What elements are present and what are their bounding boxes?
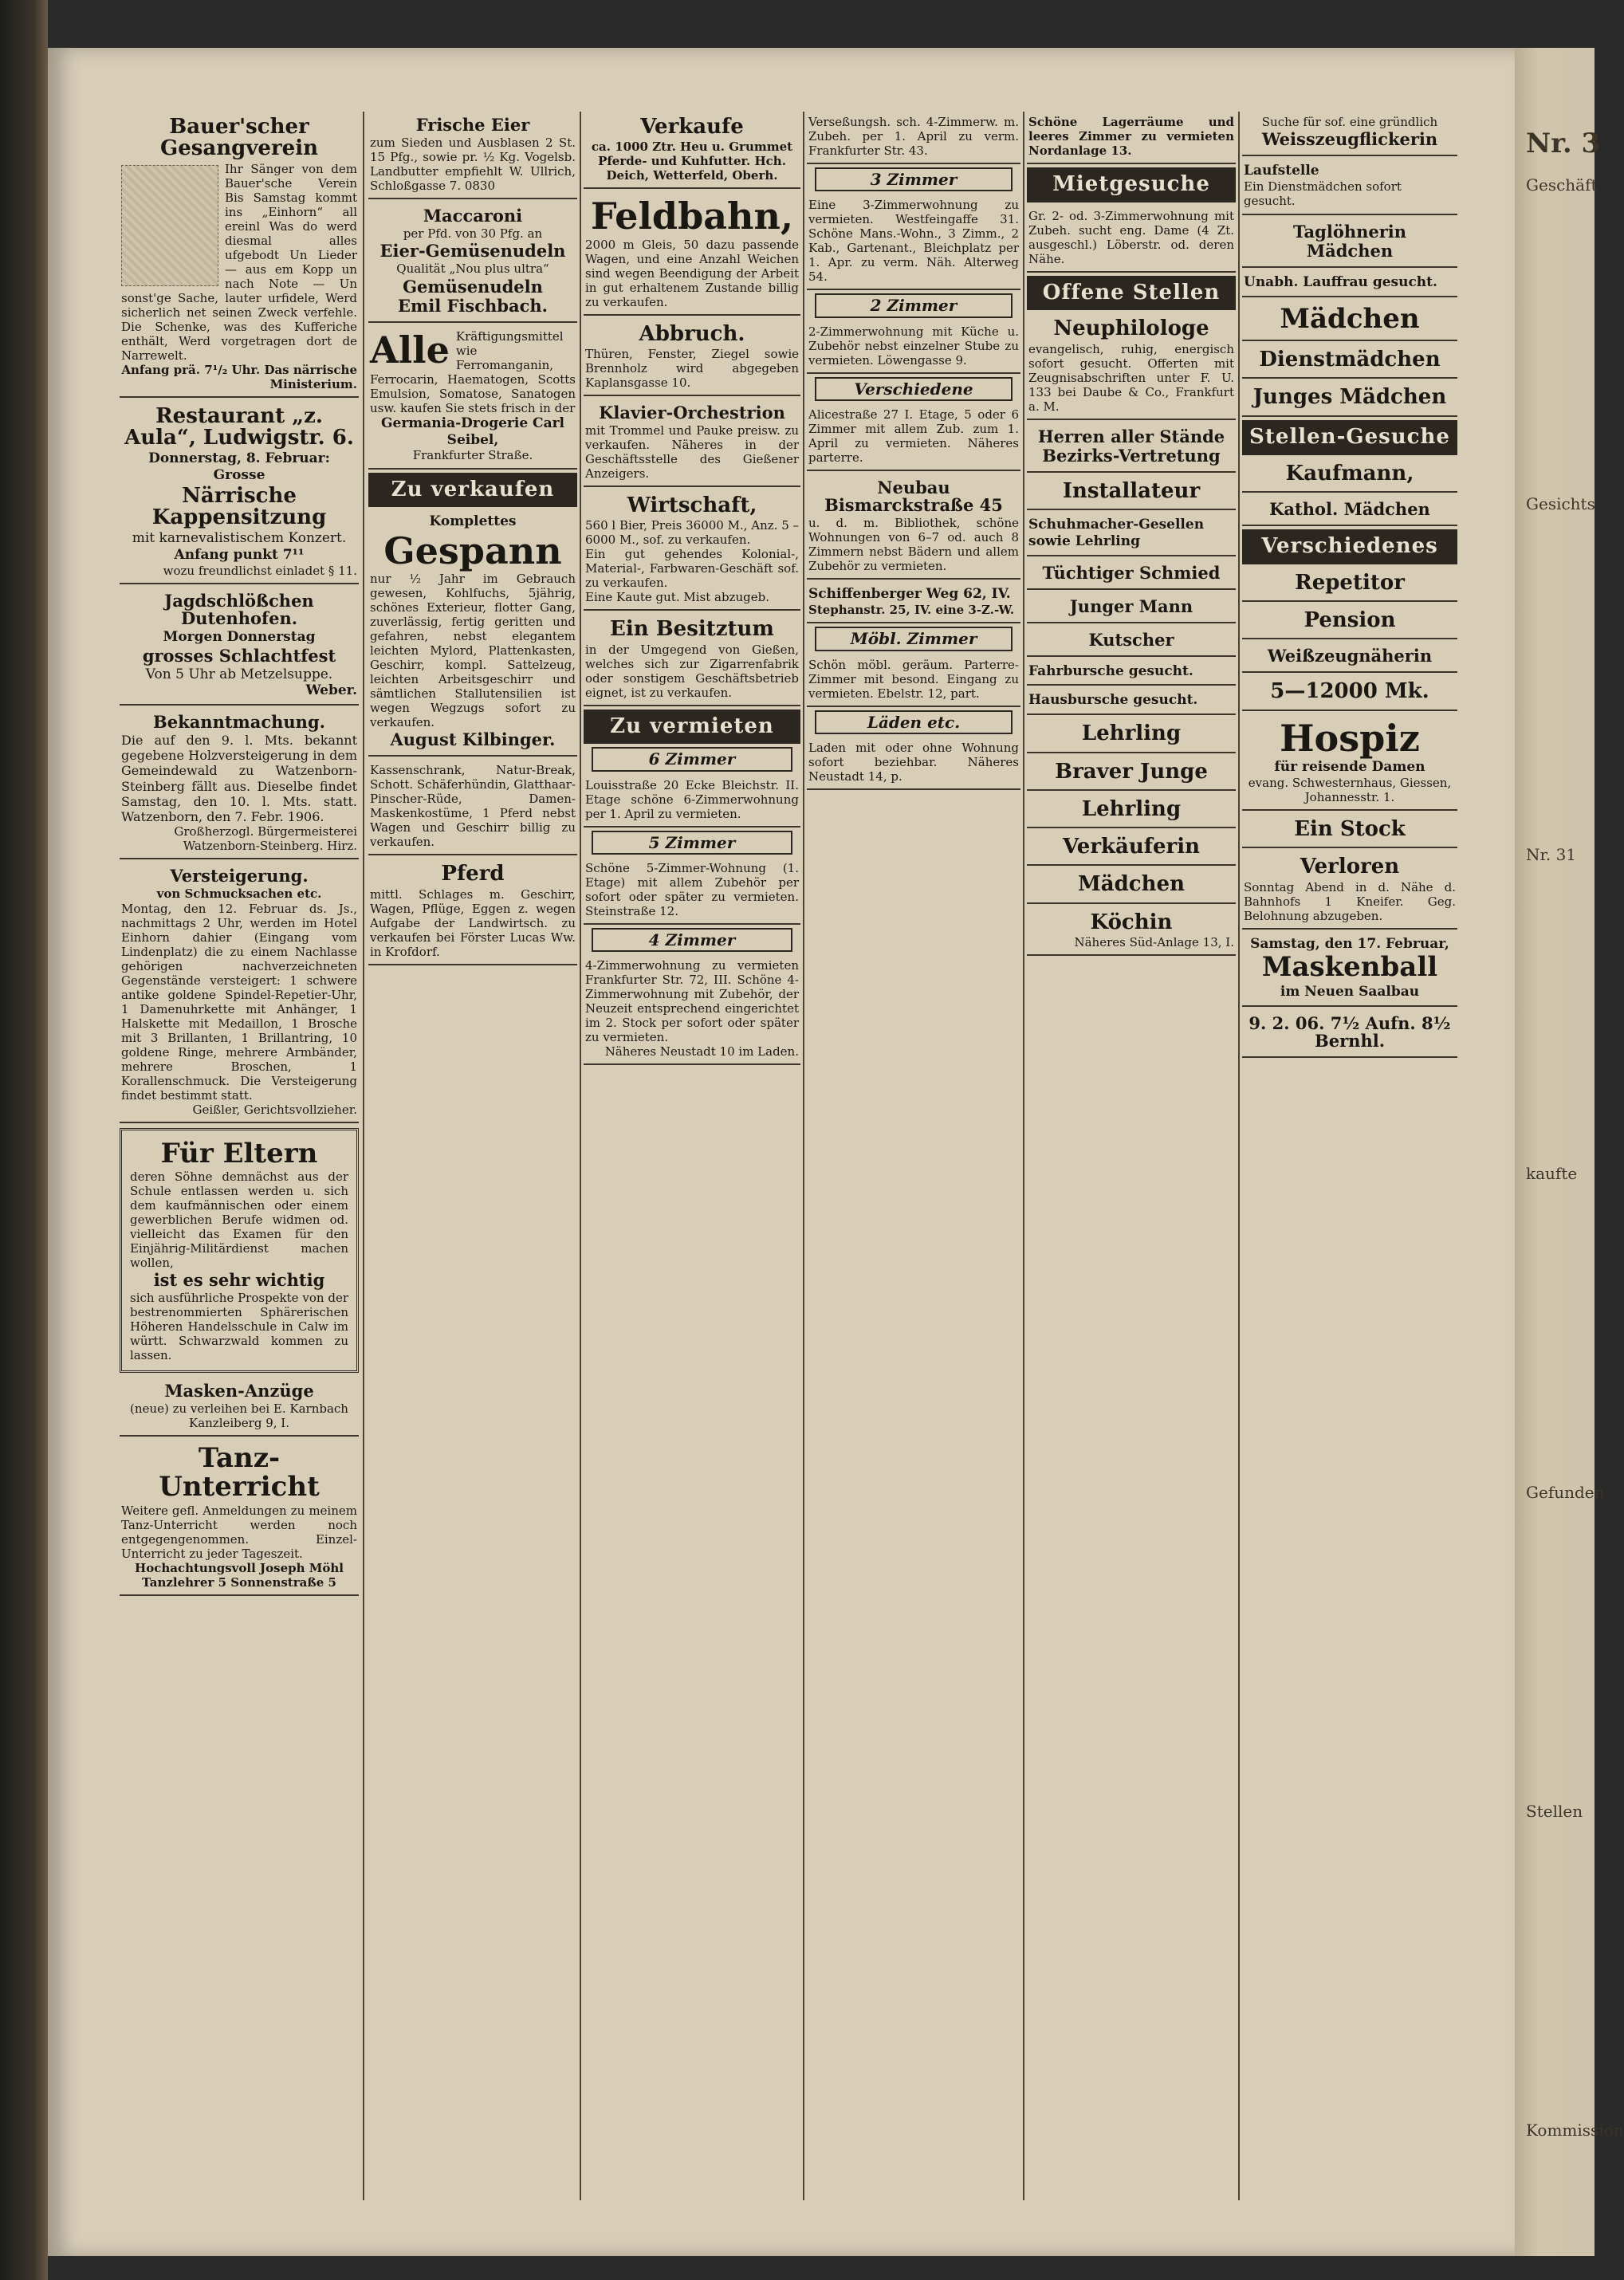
ad-title: Maskenball [1261, 951, 1438, 984]
facing-snippet: Kommission [1526, 2121, 1624, 2140]
listing-mietgesuch [1027, 206, 1236, 273]
ad-hausbursche [1027, 689, 1236, 715]
ad-subline: mit karnevalistischem Konzert. [132, 530, 347, 547]
ad-text: 560 l Bier, Preis 36000 M., Anz. 5 – 6000 M., sof. zu verkaufen. [585, 518, 800, 548]
column-rule [363, 112, 364, 2200]
ad-grosse: Grosse [213, 466, 265, 483]
ad-title: Ein Stock [1294, 817, 1406, 842]
listing-bismarckstrasse [807, 474, 1020, 580]
ad-junger-mann [1027, 593, 1236, 623]
ad-title: Junger Mann [1069, 596, 1193, 616]
ad-title: Alle [370, 328, 450, 371]
ad-title: Köchin [1090, 910, 1173, 934]
ad-text: Kräftigungsmittel wie Ferromanganin, Ferrocarin, Haematogen, Scotts Emulsion, Somatose, Sanatogen usw. kaufen Sie stets frisch in der [370, 328, 576, 415]
ad-title: Weisszeugflickerin [1261, 129, 1438, 150]
ad-signature: Großherzogl. Bürgermeisterei Watzenborn-Steinberg. Hirz. [174, 824, 357, 854]
listing-4-zimmer [584, 955, 800, 1065]
listing-3-zimmer [807, 195, 1020, 290]
ad-pre-title: Komplettes [429, 513, 517, 530]
ad-tagloehnerin [1242, 218, 1457, 268]
ad-text: 2000 m Gleis, 50 dazu passende Wagen, und eine Anzahl Weichen sind wegen Beendigung der Arbeit in gut erhaltenem Zustande billig zu verkaufen. [585, 237, 799, 309]
ad-title: Gespann [383, 529, 562, 573]
listing-text: Gr. 2- od. 3-Zimmerwohnung mit Zubeh. sucht eng. Dame (4 Zt. ausgeschl.) Löberstr. od. deren Nähe. [1028, 208, 1234, 266]
subsection-5-zimmer: 5 Zimmer [592, 831, 792, 855]
listing-verschiedene [807, 404, 1020, 471]
ad-signature: Emil Fischbach. [398, 295, 548, 316]
column-rule [580, 112, 581, 2200]
ad-text: Ihr Sänger von dem Bauer'sche Verein Bis Samstag kommt ins „Einhorn“ all ereinl Was do werd diesmal alles ufgebodt Un Lieder — aus em Kopp un nach Note — Un sonst'ge Sache, lauter urfidele, Werd sicherlich net seinen Zweck verfehle. Die Schenke, was des Kufferiche enthält, Werd vorgetragen dort de Narrewelt. [121, 161, 357, 363]
ad-title: Repetitor [1295, 570, 1405, 595]
ad-herren [1027, 423, 1236, 473]
ad-headline: Närrische Kappensitzung [151, 483, 327, 529]
ad-text-2: Ein gut gehendes Kolonial-, Material-, Farbwaren-Geschäft sof. zu verkaufen. [585, 547, 799, 591]
facing-snippet: Stellen [1526, 1802, 1583, 1821]
section-banner-stellen-gesuche: Stellen-Gesuche [1242, 420, 1457, 455]
section-banner-offene-stellen: Offene Stellen [1027, 276, 1236, 311]
ad-headline: ist es sehr wichtig [153, 1270, 325, 1291]
listing-text: Schön möbl. geräum. Parterre-Zimmer mit besond. Eingang zu vermieten. Ebelstr. 12, part. [808, 657, 1019, 701]
ad-subline: Von 5 Uhr ab Metzelsuppe. [145, 666, 333, 682]
ad-klavier-orchestrion [584, 399, 800, 487]
listing-text: u. d. m. Bibliothek, schöne Wohnungen von 6–7 od. auch 8 Zimmern nebst Bädern und allem Zubehör zu vermieten. [808, 516, 1019, 574]
ad-neuphilologe [1027, 313, 1236, 419]
ad-braver-junge [1027, 757, 1236, 791]
ad-text: Kassenschrank, Natur-Break, Schott. Schäferhündin, Glatthaar-Pinscher-Rüde, Damen-Maskenkostüme, 1 Pferd nebst Wagen und Geschirr billig zu verkaufen. [370, 763, 576, 850]
subsection-laeden: Läden etc. [815, 710, 1013, 734]
ad-signature: August Kilbinger. [390, 729, 556, 750]
ad-maedchen [1027, 869, 1236, 903]
ad-bottom-notice [1242, 1010, 1457, 1058]
ad-day: Morgen Donnerstag [163, 628, 316, 645]
ad-title: Klavier-Orchestrion [599, 402, 785, 423]
ad-title: Taglöhnerin [1292, 221, 1407, 242]
ad-tanz-unterricht [120, 1440, 359, 1595]
ad-gespann [368, 510, 577, 757]
ad-hospiz [1242, 714, 1457, 812]
ad-title: Restaurant „z. Aula“, Ludwigstr. 6. [124, 403, 354, 450]
listing-title: Neubau Bismarckstraße 45 [824, 478, 1003, 516]
ad-title: Lehrling [1081, 721, 1182, 746]
column-5 [1027, 112, 1236, 2200]
listing-schiffenberger [807, 583, 1020, 623]
ad-text: Ein Dienstmädchen sofort gesucht. [1244, 179, 1402, 209]
listing-top [807, 112, 1020, 164]
ad-laufstelle [1242, 159, 1457, 214]
ad-title: Schuhmacher-Gesellen sowie Lehrling [1028, 517, 1205, 549]
ad-title: Ein Besitztum [610, 617, 774, 642]
ad-price: per Pfd. von 30 Pfg. an [403, 226, 543, 242]
ad-title: Laufstelle [1244, 163, 1319, 179]
facing-snippet: Nr. 31 [1526, 845, 1577, 864]
ad-title: Wirtschaft, [627, 493, 757, 517]
ad-installateur [1027, 476, 1236, 510]
ad-pension [1242, 605, 1457, 639]
ad-title: Masken-Anzüge [164, 1381, 314, 1401]
ad-title: Hospiz [1280, 716, 1420, 760]
ad-fahrbursche [1027, 660, 1236, 686]
ad-headline: Bezirks-Vertretung [1042, 445, 1221, 466]
ad-title: Tüchtiger Schmied [1042, 562, 1221, 583]
ad-pre-title: Suche für sof. eine gründlich [1261, 115, 1438, 129]
ad-stock [1242, 814, 1457, 848]
ad-title: Pferd [441, 862, 505, 886]
ad-title: Feldbahn, [591, 195, 793, 238]
ad-title: 9. 2. 06. 7½ Aufn. 8½ Bernhl. [1248, 1012, 1451, 1051]
ad-date: Samstag, den 17. Februar, [1250, 935, 1449, 952]
column-rule [1023, 112, 1024, 2200]
column-4 [807, 112, 1020, 2200]
ad-restaurant-aula [120, 401, 359, 584]
ad-title: Neuphilologe [1053, 316, 1209, 341]
ad-title: Weißzeugnäherin [1267, 646, 1433, 666]
column-3 [584, 112, 800, 2200]
ad-title: Lehrling [1081, 796, 1182, 821]
ad-title: 5—12000 Mk. [1270, 679, 1429, 704]
ad-title: Kutscher [1088, 629, 1174, 650]
column-6 [1242, 112, 1457, 2200]
ad-kaufmann [1242, 458, 1457, 493]
ad-title: Versteigerung. [170, 866, 309, 886]
ad-footer: wozu freundlichst einladet § 11. [163, 563, 357, 578]
ad-title: Junges Mädchen [1252, 385, 1447, 410]
ad-shop-address: Frankfurter Straße. [412, 448, 533, 463]
ad-date: Donnerstag, 8. Februar: [148, 450, 330, 467]
column-2 [368, 112, 577, 2200]
ad-koechin [1027, 907, 1236, 956]
ad-dienstmaedchen [1242, 344, 1457, 379]
ad-verloren [1242, 851, 1457, 929]
ad-headline: Eier-Gemüsenudeln [379, 241, 566, 261]
column-1 [120, 112, 359, 2200]
ad-text-3: Eine Kaute gut. Mist abzugeb. [585, 590, 769, 605]
ad-text: evangelisch, ruhig, energisch sofort gesucht. Offerten mit Zeugnisabschriften unter F. U. 133 bei Daube & Co., Frankfurt a. M. [1028, 341, 1234, 414]
ad-jagdschloesschen [120, 588, 359, 706]
listing-lagerraeume [1027, 112, 1236, 164]
ad-title: Tanz-Unterricht [159, 1442, 320, 1504]
listing-text: Stephanstr. 25, IV. eine 3-Z.-W. [808, 603, 1015, 617]
ad-weisszeugflickerin [1242, 112, 1457, 156]
facing-snippet: kaufte [1526, 1164, 1578, 1183]
ad-maskenball [1242, 933, 1457, 1007]
ad-text: zum Sieden und Ausblasen 2 St. 15 Pfg., sowie pr. ½ Kg. Vogelsb. Landbutter empfiehlt W. Ullrich, Schloßgasse 7. 0830 [370, 136, 576, 194]
listing-text: Schöne Lagerräume und leeres Zimmer zu vermieten Nordanlage 13. [1028, 115, 1234, 158]
ad-quality: Qualität „Nou plus ultra“ [396, 261, 549, 277]
ad-signature: Weber. [305, 682, 357, 699]
ad-besitztum [584, 614, 800, 706]
ad-feldbahn [584, 192, 800, 315]
book-spine [0, 0, 48, 2280]
facing-snippet: Geschäft [1526, 175, 1598, 195]
listing-text: Schöne 5-Zimmer-Wohnung (1. Etage) mit allem Zubehör per sofort oder später zu vermieten. Steinstraße 12. [585, 861, 799, 919]
facing-snippet: Gefunden [1526, 1483, 1605, 1502]
ad-title: Verloren [1300, 855, 1400, 879]
ad-title: Hausbursche gesucht. [1028, 692, 1198, 709]
ad-gesangverein [120, 112, 359, 398]
listing-text: Louisstraße 20 Ecke Bleichstr. II. Etage schöne 6-Zimmerwohnung per 1. April zu vermieten. [585, 777, 799, 821]
section-banner-zu-vermieten: Zu vermieten [584, 710, 800, 745]
section-banner-verschiedenes: Verschiedenes [1242, 529, 1457, 564]
ad-text: deren Söhne demnächst aus der Schule entlassen werden u. sich dem kaufmännischen oder einem gewerblichen Berufe widmen od. vielleicht das Examen für den Einjährig-Militärdienst machen wollen, [130, 1169, 348, 1271]
ad-title: Herren aller Stände [1037, 426, 1225, 446]
listing-footer: Näheres Neustadt 10 im Laden. [604, 1044, 799, 1059]
subsection-moebl-zimmer: Möbl. Zimmer [815, 627, 1013, 651]
ad-frische-eier [368, 112, 577, 199]
ad-wirtschaft [584, 490, 800, 611]
ad-lauffrau [1242, 271, 1457, 297]
ad-text: mit Trommel und Pauke preisw. zu verkaufen. Näheres in der Geschäftsstelle des Gießener Anzeigers. [585, 423, 799, 481]
ad-title: Kaufmann, [1285, 461, 1414, 485]
ad-title: Mädchen [1078, 872, 1185, 897]
subsection-4-zimmer: 4 Zimmer [592, 928, 792, 952]
ad-signature: Hochachtungsvoll Joseph Möhl Tanzlehrer 5 Sonnenstraße 5 [135, 1560, 344, 1590]
jester-illustration [121, 165, 218, 286]
subsection-verschiedene: Verschiedene [815, 377, 1013, 401]
ad-title: Maccaroni [423, 206, 523, 226]
ad-start-time: Anfang punkt 7¹¹ [174, 546, 305, 563]
ad-bekanntmachung [120, 709, 359, 859]
ad-title: Frische Eier [415, 115, 530, 135]
ad-schuhmacher [1027, 513, 1236, 556]
ad-kutscher [1027, 627, 1236, 657]
ad-title: Braver Junge [1055, 759, 1208, 784]
ad-footer: Näheres Süd-Anlage 13, I. [1074, 934, 1234, 949]
listing-text: Verseßungsh. sch. 4-Zimmerw. m. Zubeh. per 1. April zu verm. Frankfurter Str. 43. [808, 115, 1019, 158]
ad-fuer-eltern [120, 1128, 359, 1374]
ad-text-2: sich ausführliche Prospekte von der bestrenommierten Sphärerischen Höheren Handelsschule in Calw im württ. Schwarzwald kommen zu lassen. [130, 1291, 348, 1363]
facing-snippet: Gesichts [1526, 494, 1595, 513]
subsection-2-zimmer: 2 Zimmer [815, 293, 1013, 317]
ad-maedchen-2 [1242, 301, 1457, 342]
listing-text: Laden mit oder ohne Wohnung sofort beziehbar. Näheres Neustadt 14, p. [808, 741, 1019, 784]
ad-title: Bekanntmachung. [153, 712, 325, 733]
facing-page-edge [1515, 48, 1624, 2256]
ad-text: ca. 1000 Ztr. Heu u. Grummet Pferde- und Kuhfutter. Hch. Deich, Wetterfeld, Oberh. [591, 140, 793, 183]
ad-title: Dienstmädchen [1259, 348, 1441, 372]
section-banner-zu-verkaufen: Zu verkaufen [368, 473, 577, 508]
listing-laeden [807, 737, 1020, 790]
ad-title: Verkäuferin [1063, 835, 1200, 859]
listing-text: 2-Zimmerwohnung mit Küche u. Zubehör nebst einzelner Stube zu vermieten. Löwengasse 9. [808, 324, 1019, 368]
ad-text: (neue) zu verleihen bei E. Karnbach Kanzleiberg 9, I. [130, 1401, 348, 1431]
ad-weisszeugnaeherin [1242, 643, 1457, 673]
ad-text: Montag, den 12. Februar ds. Js., nachmittags 2 Uhr, werden im Hotel Einhorn dahier (Eingang vom Lindenplatz) die zu einem Nachlasse gehörigen nachverzeichneten Gegenstände versteigert: 1 schwere antike goldene Spindel-Repetier-Uhr, 1 Damenuhrkette mit Anhänger, 1 Halskette mit Medaillon, 1 Brosche mit 3 Brillanten, 1 Brillantring, 10 goldene Ringe, mehrere Armbänder, mehrere Broschen, 1 Korallenschmuck. Die Versteigerung findet bestimmt statt. [121, 901, 357, 1103]
ad-verkaeuferin [1027, 831, 1236, 866]
ad-alle-kraeftigungsmittel [368, 326, 577, 470]
ad-maccaroni [368, 202, 577, 323]
ad-title: Verkaufe [640, 115, 744, 139]
ad-title: Pension [1304, 607, 1396, 632]
ad-text: Die auf den 9. l. Mts. bekannt gegebene Holzversteigerung in dem Gemeindewald zu Watzenborn-Steinberg fällt aus. Dieselbe findet Samstag, den 10. l. Mts. statt. Watzenborn, den 7. Febr. 1906. [121, 733, 357, 825]
ad-title: Für Eltern [160, 1137, 318, 1169]
section-banner-mietgesuche: Mietgesuche [1027, 167, 1236, 202]
ad-text: nur ½ Jahr im Gebrauch gewesen, Kohlfuchs, 5jährig, schönes Exterieur, flotter Gang, zuverlässig, fertig geritten und gefahren, nebst elegantem leichten Mylord, Plattenkasten, Geschirr, kompl. Sattelzeug, leichten Arbeitsgeschirr und sämtlichen Stallutensilien ist wegen Wegzugs sofort zu verkaufen. [370, 572, 576, 730]
ad-title: Fahrbursche gesucht. [1028, 662, 1193, 679]
ad-signature: Anfang prä. 7¹/₂ Uhr. Das närrische Ministerium. [121, 362, 357, 391]
ad-verkaufe-heu [584, 112, 800, 189]
ad-title: Jagdschlößchen Dutenhofen. [164, 590, 314, 628]
subsection-6-zimmer: 6 Zimmer [592, 747, 792, 771]
ad-junges-maedchen [1242, 382, 1457, 416]
ad-text: evang. Schwesternhaus, Giessen, Johannesstr. 1. [1248, 775, 1452, 804]
ad-venue: im Neuen Saalbau [1280, 984, 1420, 1000]
listing-5-zimmer [584, 858, 800, 925]
ad-abbruch [584, 319, 800, 396]
listing-text: Alicestraße 27 I. Etage, 5 oder 6 Zimmer mit allem Zub. zum 1. April zu vermieten. Näheres parterre. [808, 407, 1019, 466]
ad-title: Kathol. Mädchen [1269, 498, 1430, 519]
ad-kathol-maedchen [1242, 496, 1457, 526]
ad-signature: Geißler, Gerichtsvollzieher. [192, 1102, 357, 1117]
ad-text: in der Umgegend von Gießen, welches sich zur Zigarrenfabrik oder sonstigem Geschäftsbetrieb eignet, ist zu verkaufen. [585, 642, 799, 700]
ad-pferd [368, 859, 577, 965]
ad-subline: für reisende Damen [1274, 758, 1425, 775]
facing-page-number: Nr. 3 [1526, 128, 1601, 159]
listing-6-zimmer [584, 775, 800, 827]
ad-geld [1242, 676, 1457, 710]
ad-misc-verkauf [368, 760, 577, 855]
ad-repetitor [1242, 568, 1457, 602]
listing-text: 4-Zimmerwohnung zu vermieten Frankfurter Str. 72, III. Schöne 4-Zimmerwohnung mit Zubehör, der Neuzeit entsprechend eingerichtet im 2. Stock per sofort oder später zu vermieten. [585, 958, 799, 1045]
ad-text: Thüren, Fenster, Ziegel sowie Brennholz wird abgegeben Kaplansgasse 10. [585, 346, 799, 390]
ad-text: Weitere gefl. Anmeldungen zu meinem Tanz-Unterricht werden noch entgegengenommen. Einzel-Unterricht zu jeder Tageszeit. [121, 1503, 357, 1561]
ad-headline-2: Gemüsenudeln [403, 276, 543, 297]
ad-masken-anzuege [120, 1378, 359, 1437]
ad-title: Installateur [1062, 478, 1201, 503]
column-rule [1238, 112, 1240, 2200]
listing-moebl-zimmer [807, 655, 1020, 707]
ad-title: Unabh. Lauffrau gesucht. [1244, 273, 1437, 290]
listing-text: Eine 3-Zimmerwohnung zu vermieten. Westfeingaffe 31. Schöne Mans.-Wohn., 3 Zimm., 2 Kab., Gartenant., Bleichplatz per 1. Apr. zu verm. Näh. Alterweg 54. [808, 198, 1019, 285]
listing-2-zimmer [807, 321, 1020, 374]
ad-title: Bauer'scher Gesangverein [160, 115, 318, 161]
ad-lehrling-2 [1027, 794, 1236, 828]
ad-title: Abbruch. [639, 321, 745, 346]
ad-lehrling [1027, 718, 1236, 753]
ad-schmied [1027, 560, 1236, 590]
ad-text: Sonntag Abend in d. Nähe d. Bahnhofs 1 Kneifer. Geg. Belohnung abzugeben. [1244, 879, 1456, 923]
ad-title: Mädchen [1280, 302, 1420, 335]
ad-subline: von Schmucksachen etc. [156, 886, 322, 902]
column-rule [803, 112, 804, 2200]
ad-versteigerung [120, 863, 359, 1122]
ad-headline: Mädchen [1306, 240, 1394, 261]
ad-headline: grosses Schlachtfest [142, 645, 336, 666]
ad-shop-name: Germania-Drogerie Carl Seibel, [380, 415, 565, 448]
subsection-3-zimmer: 3 Zimmer [815, 167, 1013, 191]
ad-text: mittl. Schlages m. Geschirr, Wagen, Pflüge, Eggen z. wegen Aufgabe der Landwirtsch. zu verkaufen bei Förster Lucas Ww. in Krofdorf. [370, 886, 576, 959]
listing-title: Schiffenberger Weg 62, IV. [808, 586, 1011, 603]
